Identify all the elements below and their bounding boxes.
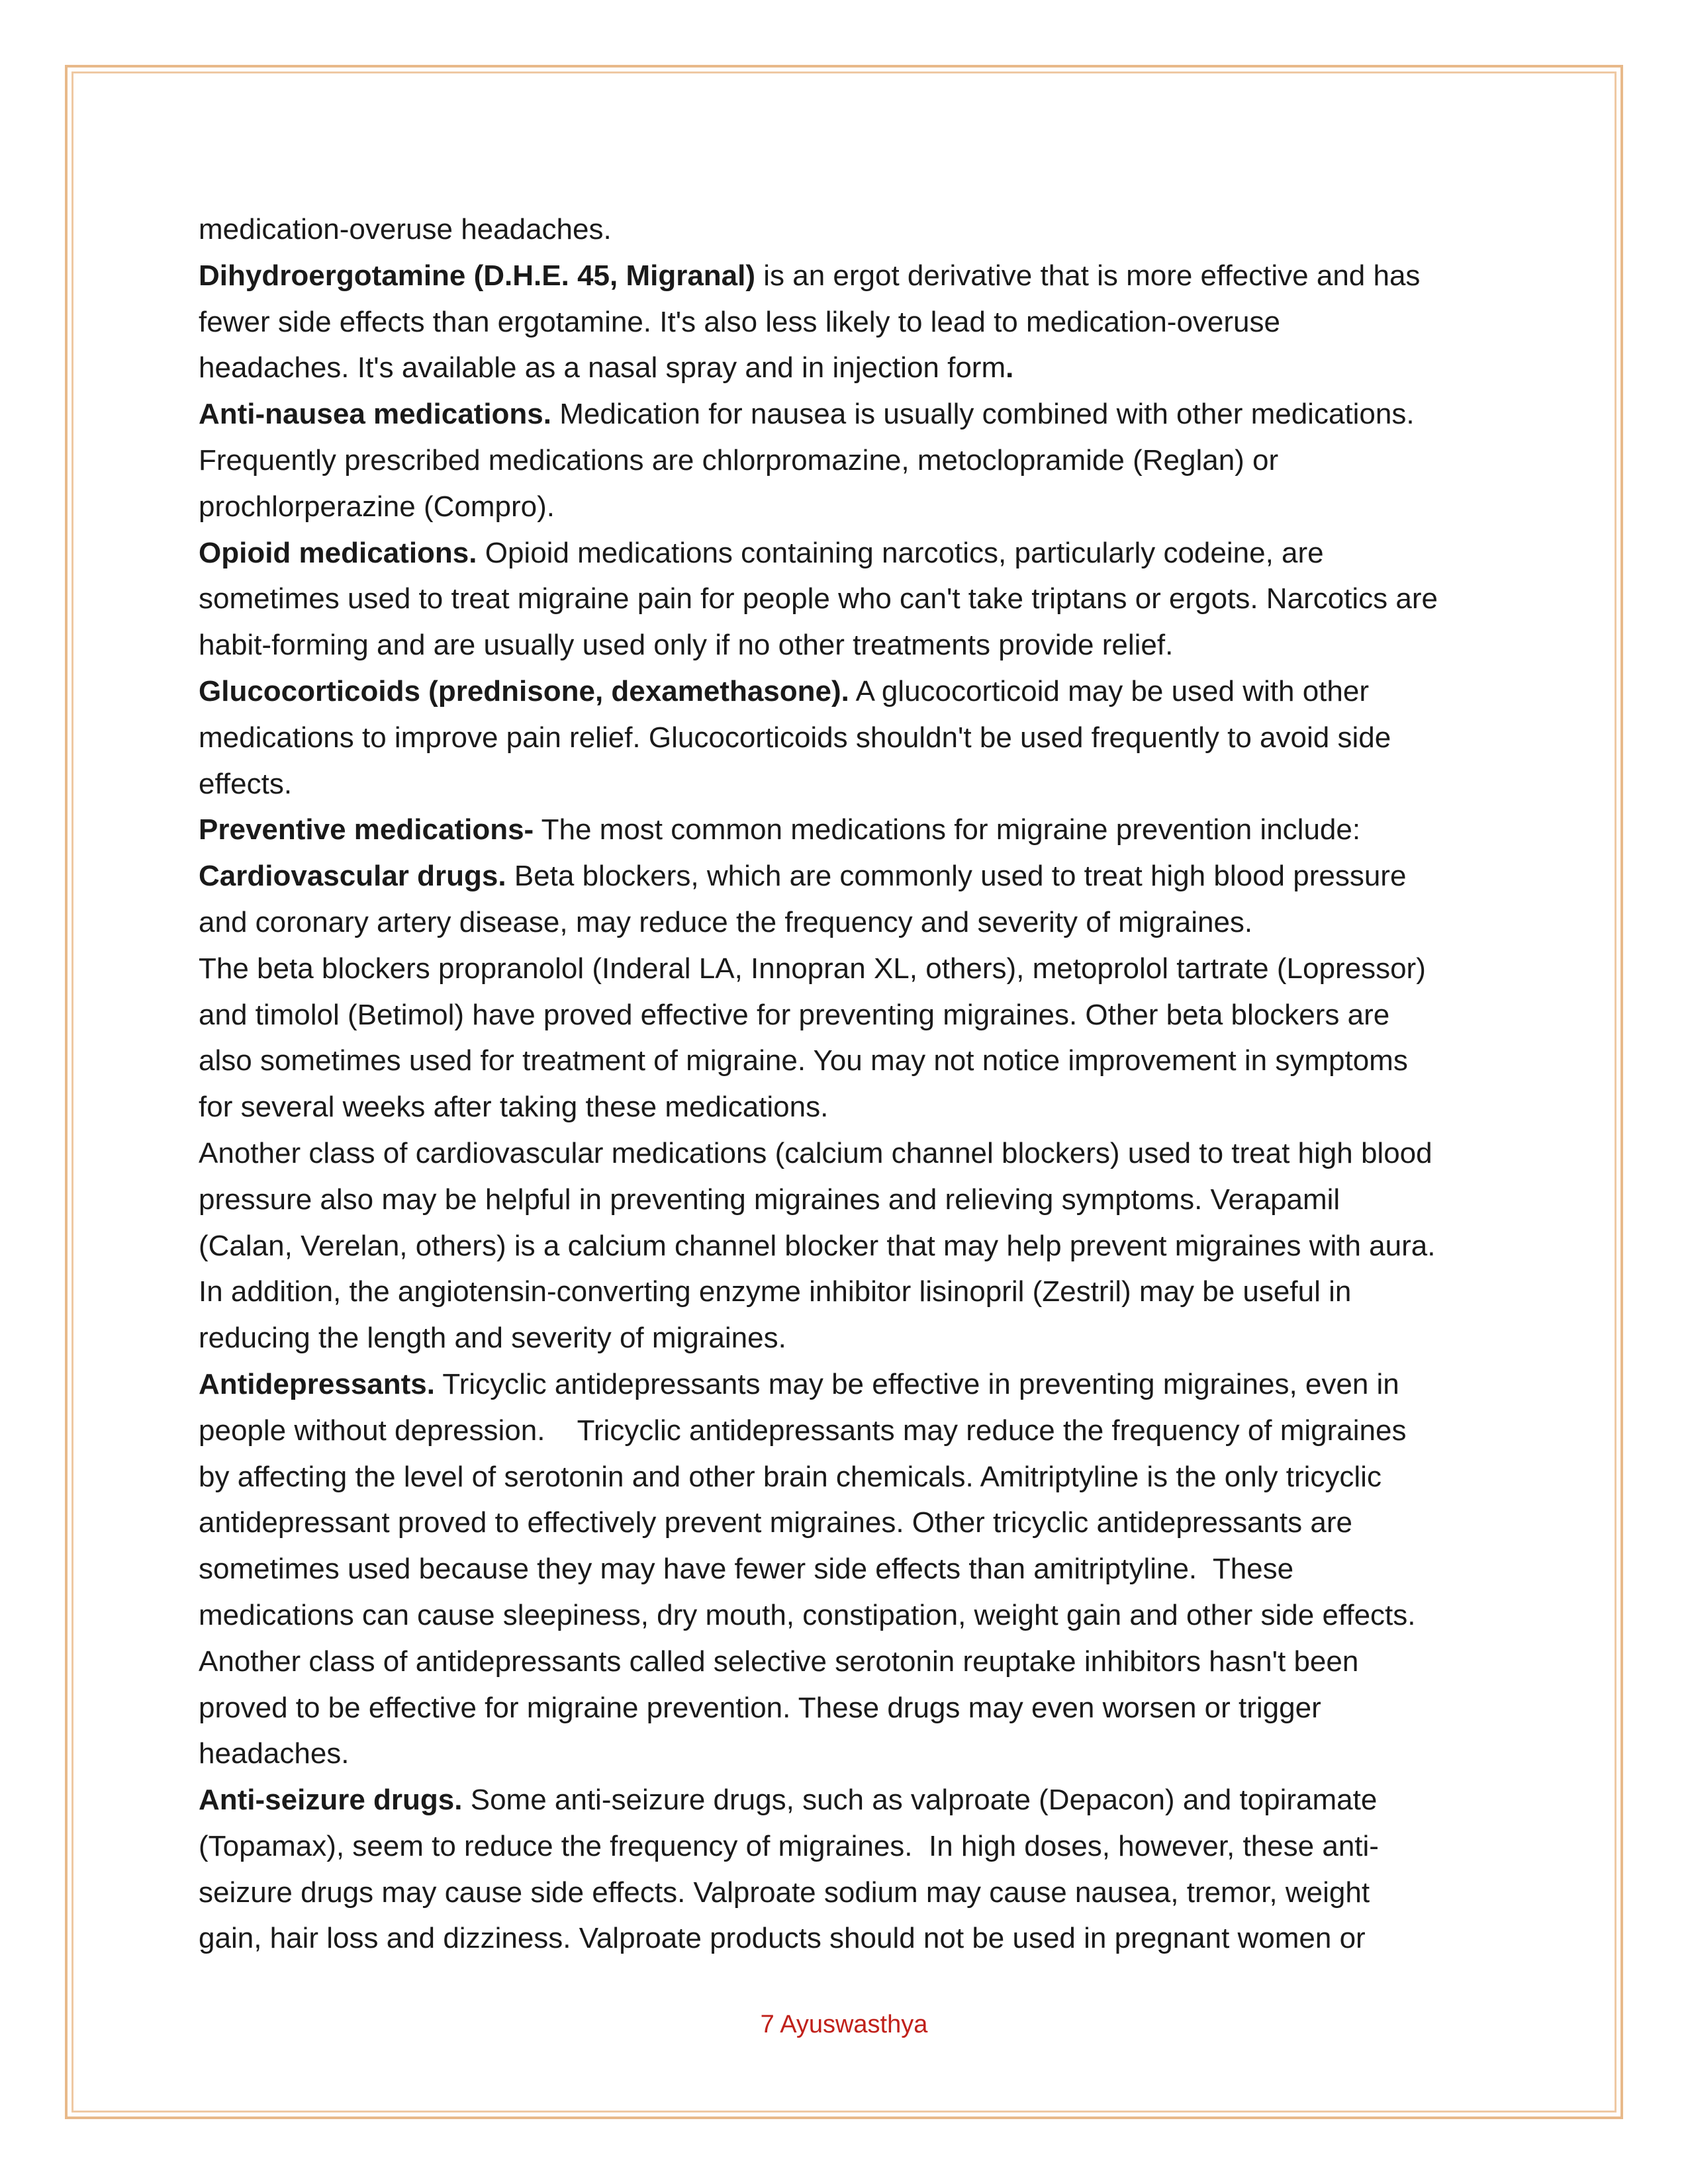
line-text: In addition, the angiotensin-converting enzyme inhibitor lisinopril (Zestril) may be useful in	[199, 1275, 1352, 1308]
line-text: Opioid medications containing narcotics, particularly codeine, are	[477, 536, 1324, 569]
line-text: is an ergot derivative that is more effective and has	[755, 259, 1421, 292]
text-line	[199, 1592, 1496, 1639]
text-line	[199, 1546, 1496, 1592]
line-text: people without depression. Tricyclic antidepressants may reduce the frequency of migraines	[199, 1414, 1407, 1447]
line-text: headaches. It's available as a nasal spray and in injection form	[199, 351, 1006, 385]
document-body	[199, 206, 1496, 1962]
text-line	[199, 1084, 1496, 1130]
bold-heading: Glucocorticoids (prednisone, dexamethasone).	[199, 674, 849, 707]
text-line	[199, 1685, 1496, 1731]
line-text: gain, hair loss and dizziness. Valproate products should not be used in pregnant women or	[199, 1922, 1366, 1955]
text-line	[199, 1223, 1496, 1269]
line-text: headaches.	[199, 1737, 350, 1770]
bold-tail: .	[1006, 351, 1014, 385]
text-line	[199, 1177, 1496, 1223]
line-text: pressure also may be helpful in preventing migraines and relieving symptoms. Verapamil	[199, 1183, 1340, 1216]
line-text: (Calan, Verelan, others) is a calcium channel blocker that may help prevent migraines with aura.	[199, 1229, 1436, 1262]
line-text: (Topamax), seem to reduce the frequency of migraines. In high doses, however, these anti-	[199, 1829, 1379, 1862]
text-line	[199, 1130, 1496, 1177]
bold-heading: Antidepressants.	[199, 1367, 435, 1400]
line-text: Another class of antidepressants called selective serotonin reuptake inhibitors hasn't been	[199, 1645, 1359, 1678]
text-line	[199, 1823, 1496, 1870]
line-text: Some anti-seizure drugs, such as valproate (Depacon) and topiramate	[462, 1784, 1378, 1817]
line-text: The most common medications for migraine prevention include:	[534, 813, 1361, 846]
text-line	[199, 530, 1496, 576]
text-line	[199, 1639, 1496, 1685]
line-text: effects.	[199, 767, 293, 800]
text-line	[199, 1361, 1496, 1408]
line-text: medications to improve pain relief. Glucocorticoids shouldn't be used frequently to avoid side	[199, 721, 1391, 754]
line-text: Medication for nausea is usually combined with other medications.	[551, 398, 1415, 431]
line-text: prochlorperazine (Compro).	[199, 490, 555, 523]
text-line	[199, 1777, 1496, 1823]
page-footer: 7 Ayuswasthya	[760, 2011, 928, 2038]
text-line	[199, 1269, 1496, 1315]
text-line	[199, 1731, 1496, 1777]
text-line	[199, 437, 1496, 484]
text-line	[199, 576, 1496, 622]
line-text: seizure drugs may cause side effects. Valproate sodium may cause nausea, tremor, weight	[199, 1876, 1370, 1909]
line-text: sometimes used because they may have fewer side effects than amitriptyline. These	[199, 1553, 1294, 1586]
bold-heading: Anti-seizure drugs.	[199, 1784, 463, 1817]
text-line	[199, 1038, 1496, 1084]
line-text: sometimes used to treat migraine pain for people who can't take triptans or ergots. Narcotics are	[199, 582, 1438, 615]
line-text: medications can cause sleepiness, dry mouth, constipation, weight gain and other side effects.	[199, 1598, 1416, 1631]
text-line	[199, 715, 1496, 761]
line-text: medication-overuse headaches.	[199, 213, 612, 246]
text-line	[199, 1870, 1496, 1916]
text-line	[199, 345, 1496, 391]
text-line	[199, 391, 1496, 437]
line-text: for several weeks after taking these medications.	[199, 1091, 829, 1124]
bold-heading: Anti-nausea medications.	[199, 398, 552, 431]
text-line	[199, 299, 1496, 345]
line-text: and coronary artery disease, may reduce the frequency and severity of migraines.	[199, 905, 1253, 938]
text-line	[199, 206, 1496, 253]
bold-heading: Opioid medications.	[199, 536, 477, 569]
line-text: Frequently prescribed medications are chlorpromazine, metoclopramide (Reglan) or	[199, 443, 1279, 477]
line-text: Another class of cardiovascular medications (calcium channel blockers) used to treat high blood	[199, 1136, 1432, 1169]
line-text: fewer side effects than ergotamine. It's also less likely to lead to medication-overuse	[199, 305, 1280, 338]
line-text: reducing the length and severity of migraines.	[199, 1322, 786, 1355]
bold-heading: Dihydroergotamine (D.H.E. 45, Migranal)	[199, 259, 756, 292]
line-text: habit-forming and are usually used only if no other treatments provide relief.	[199, 629, 1174, 662]
line-text: antidepressant proved to effectively prevent migraines. Other tricyclic antidepressants are	[199, 1506, 1352, 1539]
line-text: The beta blockers propranolol (Inderal LA, Innopran XL, others), metoprolol tartrate (Lopressor)	[199, 952, 1426, 985]
bold-heading: Preventive medications-	[199, 813, 534, 846]
text-line	[199, 761, 1496, 807]
text-line	[199, 1500, 1496, 1546]
bold-heading: Cardiovascular drugs.	[199, 860, 506, 893]
text-line	[199, 992, 1496, 1038]
text-line	[199, 253, 1496, 299]
line-text: A glucocorticoid may be used with other	[849, 674, 1369, 707]
line-text: by affecting the level of serotonin and other brain chemicals. Amitriptyline is the only tricyclic	[199, 1460, 1382, 1493]
line-text: Tricyclic antidepressants may be effective in preventing migraines, even in	[434, 1367, 1399, 1400]
text-line	[199, 1315, 1496, 1361]
line-text: proved to be effective for migraine prevention. These drugs may even worsen or trigger	[199, 1691, 1321, 1724]
text-line	[199, 853, 1496, 899]
text-line	[199, 622, 1496, 668]
line-text: and timolol (Betimol) have proved effective for preventing migraines. Other beta blockers are	[199, 998, 1390, 1031]
text-line	[199, 1454, 1496, 1500]
text-line	[199, 484, 1496, 530]
text-line	[199, 807, 1496, 853]
line-text: also sometimes used for treatment of migraine. You may not notice improvement in symptoms	[199, 1044, 1408, 1077]
text-line	[199, 668, 1496, 715]
text-line	[199, 1915, 1496, 1962]
text-line	[199, 946, 1496, 992]
text-line	[199, 899, 1496, 946]
text-line	[199, 1408, 1496, 1454]
line-text: Beta blockers, which are commonly used to treat high blood pressure	[506, 860, 1407, 893]
